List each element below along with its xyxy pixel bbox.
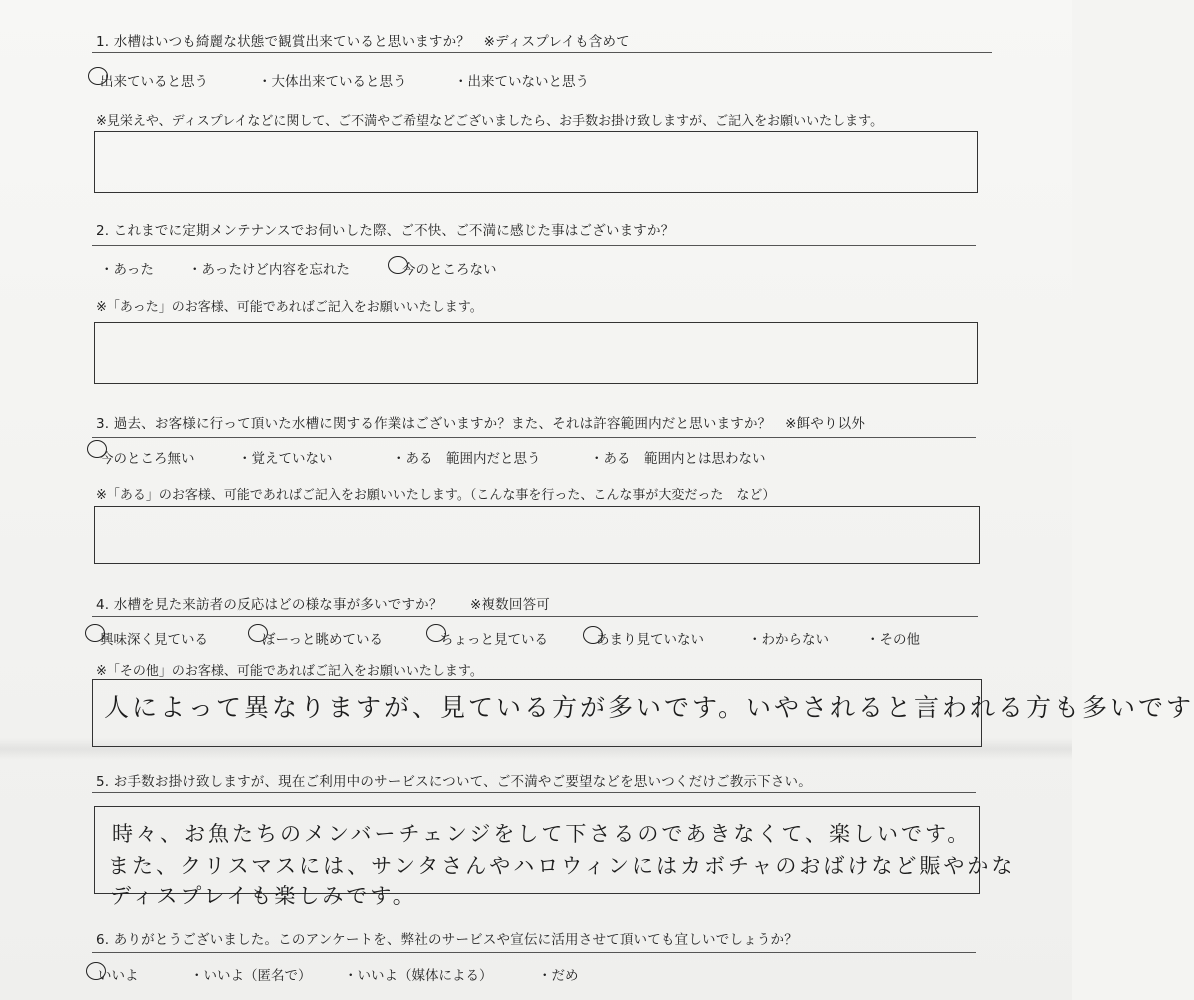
selection-circle [248, 624, 268, 642]
q1-note: ※見栄えや、ディスプレイなどに関して、ご不満やご希望などございましたら、お手数お掛け致しますが、ご記入をお願いいたします。 [96, 114, 884, 129]
q5-handwritten-line-3: ディスプレイも楽しみです。 [110, 884, 417, 908]
q6-option-1[interactable]: いいよ [98, 968, 139, 984]
q2-option-3[interactable]: 今のところない [402, 262, 497, 278]
q3-option-2[interactable]: ・覚えていない [238, 451, 333, 467]
q1-option-2[interactable]: ・大体出来ていると思う [258, 74, 407, 90]
q3-option-1[interactable]: 今のところ無い [100, 451, 195, 467]
q4-handwritten-answer: 人によって異なりますが、見ている方が多いです。いやされると言われる方も多いです [104, 693, 1194, 722]
q4-option-5[interactable]: ・わからない [748, 632, 829, 648]
selection-circle [86, 962, 106, 980]
q3-note: ※「ある」のお客様、可能であればご記入をお願いいたします。（こんな事を行った、こんな事が大変だった など） [96, 488, 776, 503]
question-4: 4. 水槽を見た来訪者の反応はどの様な事が多いですか？ ※複数回答可 [96, 597, 550, 613]
q6-option-3[interactable]: ・いいよ（媒体による） [344, 968, 493, 984]
q4-option-6[interactable]: ・その他 [866, 632, 920, 648]
q4-option-4[interactable]: あまり見ていない [596, 632, 704, 648]
q2-option-2[interactable]: ・あったけど内容を忘れた [188, 262, 350, 278]
q5-handwritten-line-2: また、クリスマスには、サンタさんやハロウィンにはカボチャのおばけなど賑やかな [108, 854, 1016, 878]
selection-circle [388, 256, 408, 274]
question-6: 6. ありがとうございました。このアンケートを、弊社のサービスや宣伝に活用させて頂いても宜しいでしょうか？ [96, 932, 798, 948]
divider [92, 52, 992, 53]
q2-answer-box[interactable] [94, 322, 978, 384]
divider [92, 792, 976, 793]
q4-note: ※「その他」のお客様、可能であればご記入をお願いいたします。 [96, 664, 483, 679]
divider [92, 245, 976, 246]
selection-circle [85, 624, 105, 642]
q3-option-3[interactable]: ・ある 範囲内だと思う [392, 451, 541, 467]
q6-option-2[interactable]: ・いいよ（匿名で） [190, 968, 312, 984]
question-1: 1. 水槽はいつも綺麗な状態で観賞出来ていると思いますか？ ※ディスプレイも含めて [96, 34, 630, 50]
q4-option-3[interactable]: ちょっと見ている [440, 632, 548, 648]
question-3: 3. 過去、お客様に行って頂いた水槽に関する作業はございますか？また、それは許容範囲内だと思いますか？ ※餌やり以外 [96, 416, 866, 432]
divider [92, 437, 976, 438]
q4-option-1[interactable]: 興味深く見ている [100, 632, 208, 648]
q2-note: ※「あった」のお客様、可能であればご記入をお願いいたします。 [96, 300, 483, 315]
q1-option-1[interactable]: 出来ていると思う [100, 74, 208, 90]
selection-circle [426, 624, 446, 642]
q1-answer-box[interactable] [94, 131, 978, 193]
question-5: 5. お手数お掛け致しますが、現在ご利用中のサービスについて、ご不満やご要望などを思いつくだけご教示下さい。 [96, 774, 812, 790]
selection-circle [88, 67, 108, 85]
q3-option-4[interactable]: ・ある 範囲内とは思わない [590, 451, 766, 467]
question-2: 2. これまでに定期メンテナンスでお伺いした際、ご不快、ご不満に感じた事はございますか？ [96, 223, 675, 239]
q4-option-2[interactable]: ぼーっと眺めている [262, 632, 383, 648]
q1-option-3[interactable]: ・出来ていないと思う [454, 74, 589, 90]
q2-option-1[interactable]: ・あった [100, 262, 154, 278]
q5-handwritten-line-1: 時々、お魚たちのメンバーチェンジをして下さるのであきなくて、楽しいです。 [112, 822, 972, 846]
selection-circle [87, 440, 107, 458]
divider [92, 952, 976, 953]
selection-circle [583, 626, 603, 644]
q3-answer-box[interactable] [94, 506, 980, 564]
q6-option-4[interactable]: ・だめ [538, 968, 579, 984]
divider [92, 616, 978, 617]
